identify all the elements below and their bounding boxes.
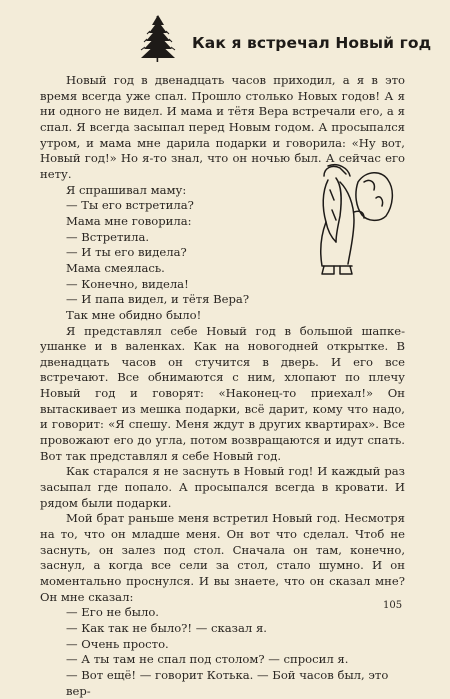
- dialogue-line: — Как так не было?! — сказал я.: [66, 620, 267, 635]
- fir-tree-icon: [138, 12, 178, 66]
- story-text: [40, 73, 405, 699]
- page-number: 105: [383, 600, 403, 611]
- dialogue-line: — Его не было.: [66, 605, 159, 620]
- page-title: Как я встречал Новый год: [192, 34, 432, 52]
- dialogue-line: — Ты его встретила?: [66, 198, 194, 213]
- dialogue-line: Я спрашивал маму:: [66, 182, 187, 197]
- paragraph: Новый год в двенадцать часов приходил, а я в это время всегда уже спал. Прошло столько Новых годов! А я ни одного не видел. И мама и тётя Вера встречали его, а я спал. Я всегда засыпал перед Новым годом. А просыпался утром, и мама мне дарила подарки и говорила: «Ну вот, Новый год!» Но я-то знал, что он ночью был. А сейчас его нету.: [40, 73, 405, 181]
- dialogue-line: Мама смеялась.: [66, 260, 165, 275]
- paragraph: Мой брат раньше меня встретил Новый год. Несмотря на то, что он младше меня. Он вот что сделал. Чтоб не заснуть, он залез под стол. Сначала он там, конечно, заснул, а когда все сели за стол, стало шумно. И он моментально проснулся. И вы знаете, что он сказал мне? Он мне сказал:: [40, 511, 405, 604]
- dialogue-line: — Встретила.: [66, 229, 150, 244]
- dialogue-line: Так мне обидно было!: [66, 307, 202, 322]
- dialogue-line: — Конечно, видела!: [66, 276, 189, 291]
- dialogue-line: — И папа видел, и тётя Вера?: [66, 292, 250, 307]
- dialogue-line: — Вот ещё! — говорит Котька. — Бой часов был, это вер-: [66, 667, 389, 698]
- dialogue-line: — А ты там не спал под столом? — спросил я.: [66, 652, 349, 667]
- dialogue-line: Мама мне говорила:: [66, 213, 192, 228]
- dialogue-line: — И ты его видела?: [66, 245, 187, 260]
- paragraph: Как старался я не заснуть в Новый год! И каждый раз засыпал где попало. А просыпался всегда в кровати. И рядом были подарки.: [40, 464, 405, 510]
- dialogue-line: — Очень просто.: [66, 636, 169, 651]
- paragraph: Я представлял себе Новый год в большой шапке-ушанке и в валенках. Как на новогодней открытке. В двенадцать часов он стучится в дверь. И его все встречают. Все обнимаются с ним, хлопают по плечу Новый год и говорят: «Наконец-то приехал!» Он вытаскивает из мешка подарки, всё дарит, кому что надо, и говорит: «Я спешу. Меня ждут в других квартирах». Все провожают его до угла, потом возвращаются и идут спать. Вот так представлял я себе Новый год.: [40, 323, 405, 463]
